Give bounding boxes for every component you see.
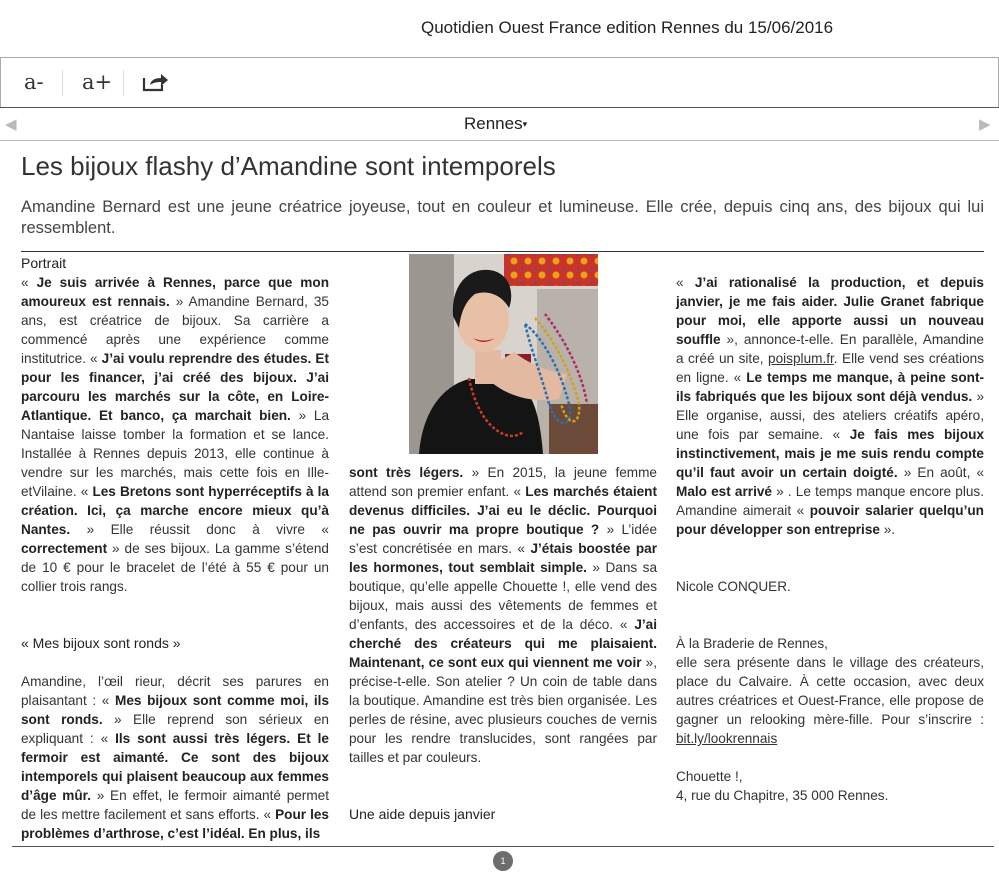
previous-arrow-icon[interactable]: ◀ [5,116,17,133]
section-navigation [0,107,999,141]
page-indicator[interactable]: 1 [493,851,513,871]
next-arrow-icon[interactable]: ▶ [979,116,991,133]
article-column-2 [349,463,657,824]
article-lead: Amandine Bernard est une jeune créatrice joyeuse, tout en couleur et lumineuse. Elle crée, depuis cinq ans, des bijoux qui lui ressemblent. [21,198,984,237]
divider [21,251,984,252]
publication-title: Quotidien Ouest France edition Rennes du 15/06/2016 [421,18,834,37]
section-heading: Portrait [21,255,67,271]
article-title: Les bijoux flashy d’Amandine sont intemporels [21,151,556,181]
font-decrease-button[interactable]: a- [24,70,44,94]
subheading: « Mes bijoux sont ronds » [21,635,181,651]
article-column-3 [676,273,984,805]
share-icon[interactable] [142,72,170,97]
registration-link[interactable]: bit.ly/lookrennais [676,731,778,746]
caret-down-icon: ▾ [522,119,528,130]
toolbar-divider [62,70,63,96]
box-title: À la Braderie de Rennes, [676,636,828,651]
website-link[interactable]: poisplum.fr [768,351,834,366]
section-selector[interactable] [464,114,527,134]
reader-toolbar [0,57,999,108]
shop-name: Chouette !, [676,769,743,784]
box-text: elle sera présente dans le village des créateurs, place du Calvaire. À cette occasion, avec deux autres créatrices et Ouest-France, elle propose de gagner un relooking mère-fille. Pour s’inscrire : bit.ly/lookrennais [676,655,984,746]
paragraph: sont très légers. » En 2015, la jeune femme attend son premier enfant. « Les marchés étaient devenus difficiles. J’ai eu le déclic. Pourquoi ne pas ouvrir ma propre boutique ? » L’idée s’est concrétisée en mars. « J’étais boostée par les hormones, tout semblait simple. » Dans sa boutique, qu’elle appelle Chouette !, elle vend des bijoux, mais aussi des vêtements de femmes et d’enfants, des accessoires et de la déco. « J’ai cherché des créateurs qui me plaisaient. Maintenant, ce sont eux qui viennent me voir », précise-t-elle. Son atelier ? Un coin de table dans la boutique. Amandine est très bien organisée. Les perles de résine, avec plusieurs couches de vernis pour les rendre translucides, sont rangées par tailles et par couleurs. [349,465,658,765]
paragraph: « Je suis arrivée à Rennes, parce que mon amoureux est rennais. » Amandine Bernard, 35 ans, est créatrice de bijoux. Sa carrière a commencé après une expérience comme institutrice. « J’ai voulu reprendre des études. Et pour les financer, j’ai créé des bijoux. J’ai parcouru les marchés sur la côte, en Loire-Atlantique. Et banco, ça marchait bien. » La Nantaise laisse tomber la formation et se lance. Installée à Rennes depuis 2013, elle continue à vendre sur les marchés, mais cette fois en Ille-etVilaine. « Les Bretons sont hyperréceptifs à la création. Ici, ça marche encore mieux qu’à Nantes. » Elle réussit donc à vivre « correctement » de ses bijoux. La gamme s’étend de 10 € pour le bracelet de l’été à 55 € pour un collier trois rangs. [21,275,330,594]
author: Nicole CONQUER. [676,579,791,594]
top-bar [0,0,999,57]
page-bottom-divider [12,846,994,847]
article-photo [409,254,598,454]
article-column-1 [21,254,329,843]
paragraph: Amandine, l’œil rieur, décrit ses parures en plaisantant : « Mes bijoux sont comme moi, ils sont ronds. » Elle reprend son sérieux en expliquant : « Ils sont aussi très légers. Et le fermoir est aimanté. Ce sont des bijoux intemporels qui plaisent beaucoup aux femmes d’âge mûr. » En effet, le fermoir aimanté permet de les mettre facilement et sans efforts. « Pour les problèmes d’arthrose, c’est l’idéal. En plus, ils [21,674,329,841]
shop-address: 4, rue du Chapitre, 35 000 Rennes. [676,788,889,803]
subheading: Une aide depuis janvier [349,806,496,822]
section-label: Rennes [464,114,523,133]
paragraph: « J’ai rationalisé la production, et depuis janvier, je me fais aider. Julie Granet fabrique pour moi, elle apporte aussi un nouveau souffle », annonce-t-elle. En parallèle, Amandine a créé un site, poisplum.fr. Elle vend ses créations en ligne. « Le temps me manque, à peine sont-ils fabriqués que les bijoux sont déjà vendus. » Elle organise, aussi, des ateliers créatifs apéro, une fois par semaine. « Je fais mes bijoux instinctivement, mais je me suis rendu compte qu’il faut avoir un certain doigté. » En août, « Malo est arrivé » . Le temps manque encore plus. Amandine aimerait « pouvoir salarier quelqu’un pour développer son entreprise ». [676,275,985,537]
font-increase-button[interactable]: a+ [82,70,113,94]
toolbar-divider [123,70,124,96]
